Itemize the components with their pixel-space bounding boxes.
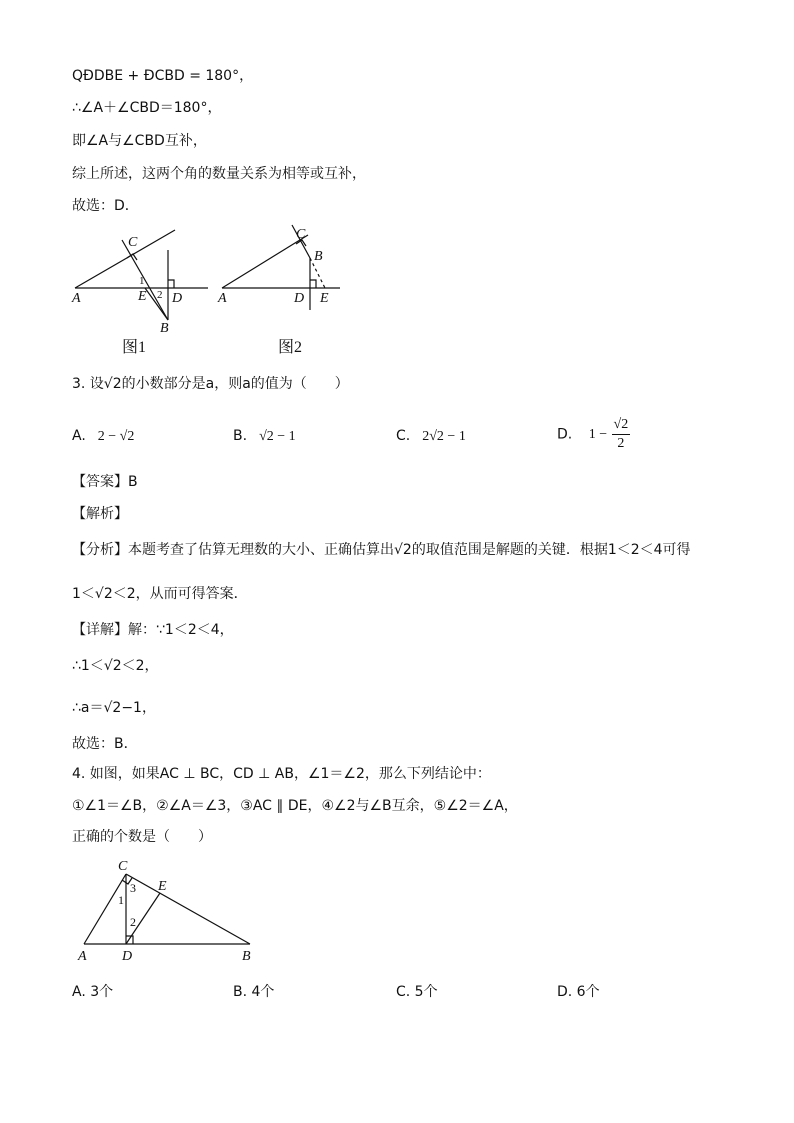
fig2-label-A: A — [218, 291, 227, 306]
solution-line-1: QÐDBE + ÐCBD = 180°， — [72, 68, 254, 84]
q3-detail-line-1: 【详解】解：∵1＜2＜4， — [72, 622, 234, 638]
q4-fig-angle-1: 1 — [118, 893, 124, 907]
q3-option-d[interactable]: D. 1 − $\frac{√2}{2}$ — [557, 417, 629, 451]
q4-fig-label-E: E — [158, 879, 167, 894]
q4-fig-label-A: A — [78, 949, 87, 964]
q4-fig-angle-3: 3 — [130, 881, 136, 895]
q3-option-a[interactable]: A. 2 − √2 — [72, 428, 135, 444]
fig2-label-D: D — [294, 291, 305, 306]
q3-answer: 【答案】B — [72, 474, 138, 490]
fig1-label-D: D — [172, 291, 183, 306]
fig1-label-B: B — [160, 321, 169, 336]
q4-conclusions: ①∠1＝∠B，②∠A＝∠3，③AC ∥ DE，④∠2与∠B互余，⑤∠2＝∠A， — [72, 798, 518, 814]
q3-detail-line-2: ∴1＜√2＜2， — [72, 658, 159, 674]
q3-analysis-line-1: 【分析】本题考查了估算无理数的大小、正确估算出√2的取值范围是解题的关键．根据1＜2＜4可得 — [72, 542, 691, 558]
q4-option-d[interactable]: D. 6个 — [557, 984, 600, 1000]
fig1-label-A: A — [72, 291, 81, 306]
q4-figure — [70, 852, 270, 970]
q4-stem: 4. 如图，如果AC ⊥ BC，CD ⊥ AB，∠1＝∠2，那么下列结论中： — [72, 766, 491, 782]
fig1-angle-1: 1 — [139, 275, 145, 287]
q4-option-c[interactable]: C. 5个 — [396, 984, 438, 1000]
q3-option-b[interactable]: B. √2 − 1 — [233, 428, 296, 444]
fig2-label-E: E — [320, 291, 329, 306]
figure-2 — [210, 220, 350, 320]
q3-option-d-fraction: $\frac{√2}{2}$ — [613, 417, 629, 451]
fig2-label-B: B — [314, 249, 323, 264]
q4-prompt: 正确的个数是（ ） — [72, 829, 212, 845]
q4-fig-label-C: C — [118, 859, 128, 874]
q4-fig-label-D: D — [122, 949, 133, 964]
q4-option-b[interactable]: B. 4个 — [233, 984, 275, 1000]
fig2-label-C: C — [296, 227, 306, 242]
q3-stem: 3. 设√2的小数部分是a，则a的值为（ ） — [72, 376, 349, 392]
q4-option-a[interactable]: A. 3个 — [72, 984, 114, 1000]
q3-analysis-title: 【解析】 — [72, 506, 128, 522]
fig1-angle-2: 2 — [157, 289, 163, 301]
solution-line-3: 即∠A与∠CBD互补， — [72, 133, 207, 149]
q4-fig-angle-2: 2 — [130, 915, 136, 929]
q4-fig-label-B: B — [242, 949, 251, 964]
solution-line-2: ∴∠A＋∠CBD＝180°， — [72, 100, 222, 116]
fig1-label-C: C — [128, 235, 138, 250]
q3-detail-line-4: 故选：B． — [72, 736, 138, 752]
q3-detail-line-3: ∴a＝√2−1， — [72, 700, 156, 716]
q3-analysis-line-2: 1＜√2＜2，从而可得答案． — [72, 586, 248, 602]
fig2-caption: 图2 — [278, 339, 303, 356]
q3-option-c[interactable]: C. 2√2 − 1 — [396, 428, 466, 444]
fig1-label-E: E — [138, 289, 147, 304]
fig1-caption: 图1 — [122, 339, 147, 356]
solution-line-5: 故选：D． — [72, 198, 139, 214]
figure-1 — [60, 220, 220, 340]
solution-line-4: 综上所述，这两个角的数量关系为相等或互补， — [72, 166, 366, 182]
